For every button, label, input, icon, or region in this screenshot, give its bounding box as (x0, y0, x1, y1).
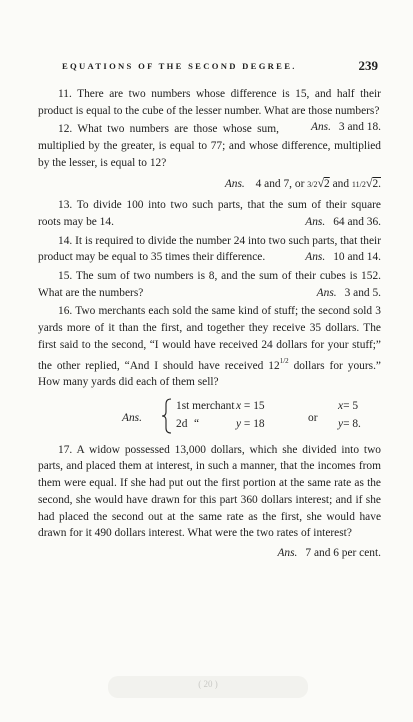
value: = 18 (243, 417, 265, 430)
fraction-part: 1/2 (279, 357, 289, 366)
answer-and: and (332, 177, 350, 190)
left-brace-icon (161, 398, 173, 434)
answer-value: 10 and 14. (333, 251, 381, 264)
variable: y (236, 417, 242, 430)
problem-text-continued: dollars for yours.” How many yards did each of them sell? (38, 359, 381, 389)
footer-smudge (108, 676, 308, 698)
problem-16-answer (38, 396, 381, 440)
alternate-row-second (338, 416, 361, 433)
problem-number: 12. (58, 123, 73, 136)
ans-label: Ans. (316, 286, 337, 299)
answer-value: 4 and 7, or (255, 177, 305, 190)
problem-answer (291, 119, 381, 136)
problem-text: There are two numbers whose difference is 15, and half their product is equal to the cube of the lesser number. What are those numbers? (38, 88, 381, 117)
mixed-fraction (280, 359, 289, 371)
radicand: 2. (372, 177, 381, 190)
problem-number: 14. (58, 234, 73, 247)
value: = 15 (243, 399, 265, 412)
variable: x (236, 399, 242, 412)
running-title: EQUATIONS OF THE SECOND DEGREE. (62, 61, 297, 71)
page-body (38, 86, 381, 562)
problem-17-answer (38, 545, 381, 562)
problem-12-answer (38, 175, 381, 194)
merchant-label: 2d (176, 417, 188, 430)
page-number: 239 (358, 58, 378, 73)
ditto-mark: “ (194, 417, 200, 430)
problem-number: 13. (58, 199, 73, 212)
problem-answer (285, 214, 381, 231)
radical-sign: √ (365, 175, 373, 190)
fraction: 3/2 (307, 179, 318, 189)
problem-text: What two numbers are those whose sum, multiplied by the greater, is equal to 77; and whose difference, multiplied by the lesser, is equal to 12? (38, 123, 381, 169)
answer-value: 3 and 5. (344, 286, 381, 299)
ans-label: Ans. (305, 251, 326, 264)
variable: x (338, 399, 344, 412)
answer-row-first (176, 398, 265, 415)
radicand: 2 (324, 177, 330, 190)
fraction: 11/2 (351, 179, 366, 189)
problem-text: A widow possessed 13,000 dollars, which she divided into two parts, and placed them at interest, in such a manner, that the incomes from them were equal. If she had put out the first portion at the same rate as the second, she would have drawn for this part 360 dollars interest; and if she had placed the second out at the same rate as the first, she would have drawn for it 490 dollars interest. What were the two rates of interest? (38, 443, 381, 540)
ans-label: Ans. (310, 121, 331, 134)
footer-faint-text: ( 20 ) (198, 679, 218, 689)
problem-15 (38, 268, 381, 301)
problem-text: To divide 100 into two such parts, that the sum of their square roots may be 14. (38, 199, 381, 228)
ans-label: Ans. (277, 546, 298, 559)
alternate-row-first (338, 398, 358, 415)
problem-text: Two merchants each sold the same kind of stuff; the second sold 3 yards more of it than the first, and together they receive 35 dollars. The first said to the second, “I would have received 24 dollars for your stuff;” the other replied, “And I should have received 12 (38, 305, 381, 372)
problem-14 (38, 233, 381, 266)
answer-value: 7 and 6 per cent. (305, 546, 381, 559)
merchant-label: 1st merchant (176, 399, 235, 412)
problem-number: 17. (58, 443, 73, 456)
problem-text: It is required to divide the number 24 into two such parts, that their product may be equal to 35 times their difference. (38, 234, 381, 264)
problem-number: 11. (58, 88, 72, 100)
variable: y (338, 417, 344, 430)
radical-sign: √ (317, 175, 325, 190)
problem-answer (297, 285, 381, 302)
problem-13 (38, 197, 381, 230)
problem-16 (38, 303, 381, 390)
value: = 5 (343, 399, 359, 412)
problem-17 (38, 442, 381, 542)
or-word: or (308, 411, 318, 424)
problem-number: 15. (58, 270, 73, 283)
answer-row-second (176, 416, 265, 433)
ans-label: Ans. (122, 411, 142, 424)
radical (317, 175, 330, 190)
problem-text: The sum of two numbers is 8, and the sum of their cubes is 152. What are the numbers? (38, 270, 381, 299)
ans-label: Ans. (305, 215, 326, 228)
problem-answer (285, 249, 381, 266)
value: = 8. (343, 417, 361, 430)
ans-label: Ans. (224, 177, 245, 190)
running-header (62, 58, 378, 78)
answer-value: 3 and 18. (338, 121, 381, 134)
answer-value: 64 and 36. (333, 215, 381, 228)
problem-number: 16. (58, 305, 73, 318)
radical (365, 175, 381, 190)
